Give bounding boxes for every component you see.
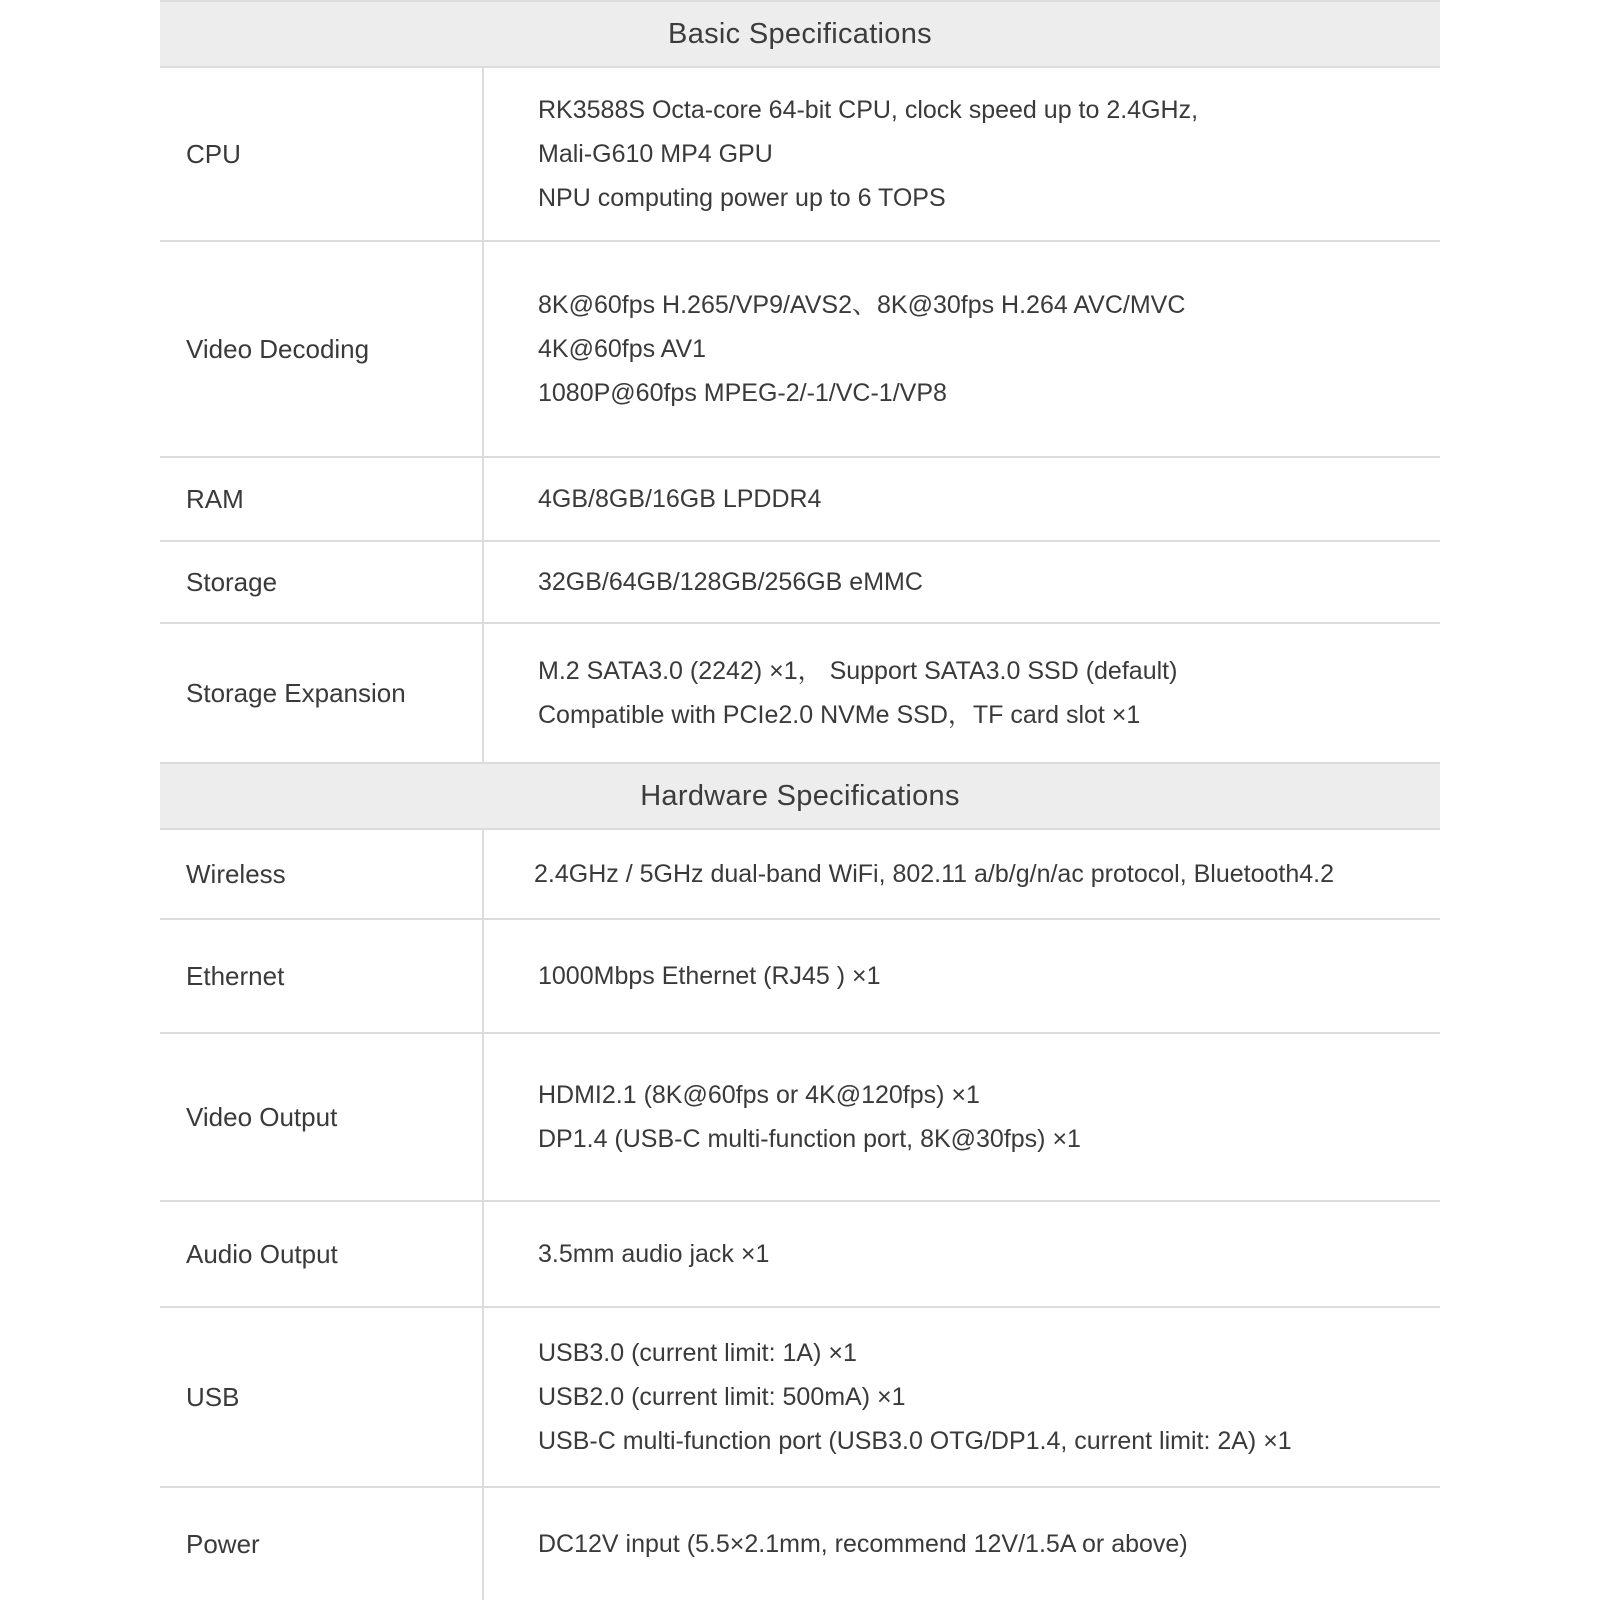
spec-label: RAM (160, 458, 484, 540)
spec-row-ram (160, 458, 1440, 542)
spec-row-video-decoding (160, 242, 1440, 458)
spec-label: Ethernet (160, 920, 484, 1032)
spec-value (484, 68, 1440, 240)
spec-value (484, 830, 1440, 918)
spec-row-ethernet (160, 920, 1440, 1034)
spec-value-line: 3.5mm audio jack ×1 (538, 1240, 770, 1268)
spec-value-line: RK3588S Octa-core 64-bit CPU, clock speed up to 2.4GHz, (538, 96, 1199, 124)
spec-value-line: USB2.0 (current limit: 500mA) ×1 (538, 1383, 906, 1411)
spec-label: Storage Expansion (160, 624, 484, 762)
spec-value-line: M.2 SATA3.0 (2242) ×1， Support SATA3.0 SSD (default) (538, 657, 1178, 685)
spec-value-line: USB-C multi-function port (USB3.0 OTG/DP1.4, current limit: 2A) ×1 (538, 1427, 1292, 1455)
spec-value-line: Compatible with PCIe2.0 NVMe SSD，TF card slot ×1 (538, 701, 1141, 729)
spec-row-storage-expansion (160, 624, 1440, 762)
spec-value (484, 1488, 1440, 1600)
spec-label: Power (160, 1488, 484, 1600)
spec-label: CPU (160, 68, 484, 240)
spec-value-line: 4K@60fps AV1 (538, 335, 707, 363)
spec-table (160, 0, 1440, 1600)
spec-value-line: HDMI2.1 (8K@60fps or 4K@120fps) ×1 (538, 1081, 980, 1109)
spec-label: Wireless (160, 830, 484, 918)
spec-row-storage (160, 542, 1440, 624)
spec-value-line: 1080P@60fps MPEG-2/-1/VC-1/VP8 (538, 379, 947, 407)
spec-label: USB (160, 1308, 484, 1486)
spec-value (484, 542, 1440, 622)
spec-value-line: 32GB/64GB/128GB/256GB eMMC (538, 568, 923, 596)
spec-value-line: DP1.4 (USB-C multi-function port, 8K@30fps) ×1 (538, 1125, 1081, 1153)
spec-label: Storage (160, 542, 484, 622)
spec-value (484, 458, 1440, 540)
spec-row-cpu (160, 68, 1440, 242)
spec-value-line: 2.4GHz / 5GHz dual-band WiFi, 802.11 a/b/g/n/ac protocol, Bluetooth4.2 (534, 860, 1334, 888)
spec-value (484, 242, 1440, 456)
spec-value (484, 1202, 1440, 1306)
spec-label: Video Decoding (160, 242, 484, 456)
section-header-basic: Basic Specifications (160, 0, 1440, 68)
spec-label: Audio Output (160, 1202, 484, 1306)
spec-value-line: 8K@60fps H.265/VP9/AVS2、8K@30fps H.264 AVC/MVC (538, 291, 1186, 319)
spec-value-line: NPU computing power up to 6 TOPS (538, 184, 946, 212)
spec-value (484, 1034, 1440, 1200)
spec-value-line: 1000Mbps Ethernet (RJ45 ) ×1 (538, 962, 881, 990)
spec-value (484, 920, 1440, 1032)
spec-value (484, 624, 1440, 762)
spec-row-video-output (160, 1034, 1440, 1202)
spec-value-line: USB3.0 (current limit: 1A) ×1 (538, 1339, 857, 1367)
spec-row-audio-output (160, 1202, 1440, 1308)
section-header-hardware: Hardware Specifications (160, 762, 1440, 830)
spec-label: Video Output (160, 1034, 484, 1200)
spec-value-line: Mali-G610 MP4 GPU (538, 140, 773, 168)
spec-row-wireless (160, 830, 1440, 920)
spec-value-line: 4GB/8GB/16GB LPDDR4 (538, 485, 822, 513)
spec-value (484, 1308, 1440, 1486)
spec-row-usb (160, 1308, 1440, 1488)
spec-row-power (160, 1488, 1440, 1600)
spec-value-line: DC12V input (5.5×2.1mm, recommend 12V/1.5A or above) (538, 1530, 1188, 1558)
